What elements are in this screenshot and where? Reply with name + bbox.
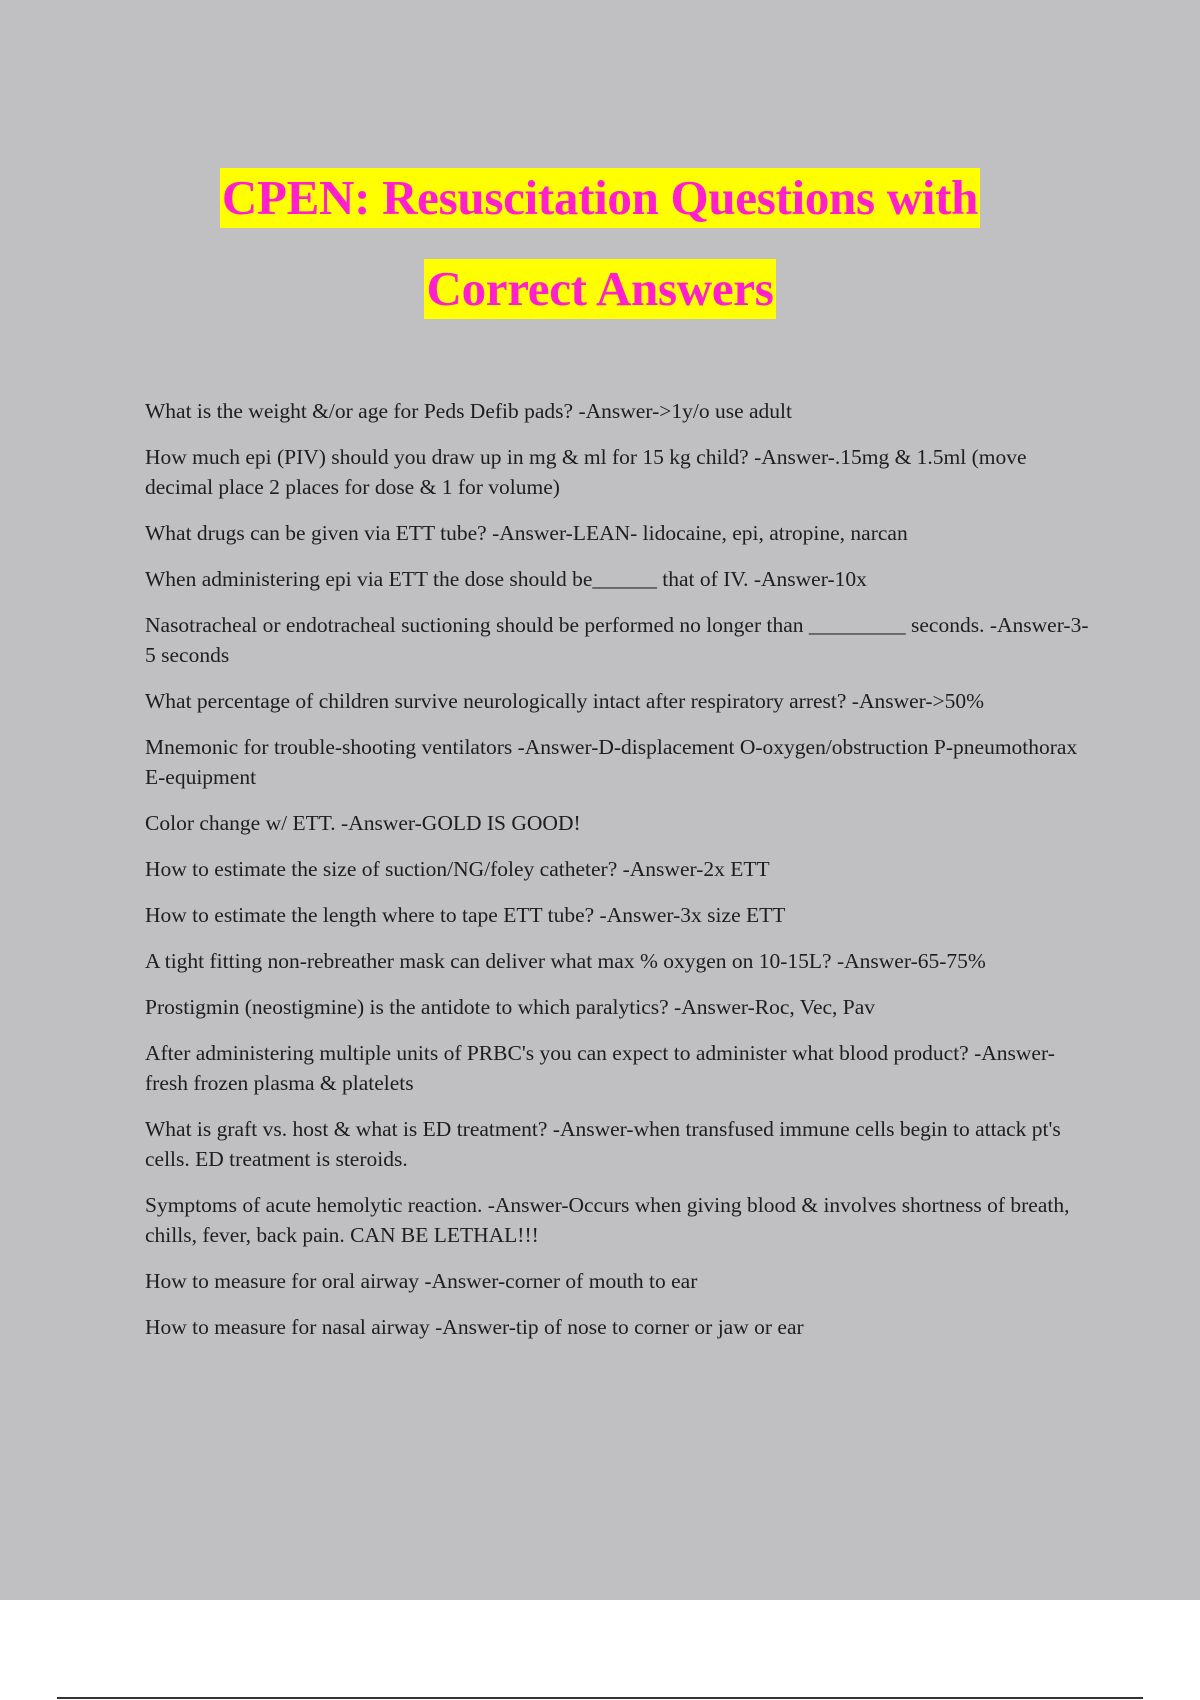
qa-item: How to measure for oral airway -Answer-corner of mouth to ear [145,1269,698,1293]
title-line-1: CPEN: Resuscitation Questions with [220,168,980,228]
qa-item: Mnemonic for trouble-shooting ventilators -Answer-D-displacement O-oxygen/obstruction P-pneumothorax E-equipment [145,735,1078,789]
qa-item: Symptoms of acute hemolytic reaction. -Answer-Occurs when giving blood & involves shortness of breath, chills, fever, back pain. CAN BE LETHAL!!! [145,1193,1070,1247]
qa-item: How to estimate the size of suction/NG/foley catheter? -Answer-2x ETT [145,857,770,881]
qa-item: Color change w/ ETT. -Answer-GOLD IS GOOD! [145,811,581,835]
qa-item: A tight fitting non-rebreather mask can deliver what max % oxygen on 10-15L? -Answer-65-75% [145,949,986,973]
qa-item: What drugs can be given via ETT tube? -Answer-LEAN- lidocaine, epi, atropine, narcan [145,521,908,545]
qa-item: What is graft vs. host & what is ED treatment? -Answer-when transfused immune cells begin to attack pt's cells. ED treatment is steroids. [145,1117,1061,1171]
qa-item: How to estimate the length where to tape ETT tube? -Answer-3x size ETT [145,903,786,927]
qa-list [145,396,1095,1358]
qa-item: When administering epi via ETT the dose should be______ that of IV. -Answer-10x [145,567,867,591]
qa-item: How to measure for nasal airway -Answer-tip of nose to corner or jaw or ear [145,1315,804,1339]
title-line-2: Correct Answers [424,259,775,319]
qa-item: Prostigmin (neostigmine) is the antidote to which paralytics? -Answer-Roc, Vec, Pav [145,995,876,1019]
qa-item: What is the weight &/or age for Peds Defib pads? -Answer->1y/o use adult [145,399,792,423]
qa-item: Nasotracheal or endotracheal suctioning should be performed no longer than _________ seconds. -Answer-3-5 seconds [145,613,1089,667]
footer-rule [57,1697,1143,1699]
document-title [0,168,1200,319]
qa-item: How much epi (PIV) should you draw up in mg & ml for 15 kg child? -Answer-.15mg & 1.5ml (move decimal place 2 places for dose & 1 for volume) [145,445,1027,499]
qa-item: What percentage of children survive neurologically intact after respiratory arrest? -Answer->50% [145,689,985,713]
qa-item: After administering multiple units of PRBC's you can expect to administer what blood product? -Answer-fresh frozen plasma & platelets [145,1041,1055,1095]
